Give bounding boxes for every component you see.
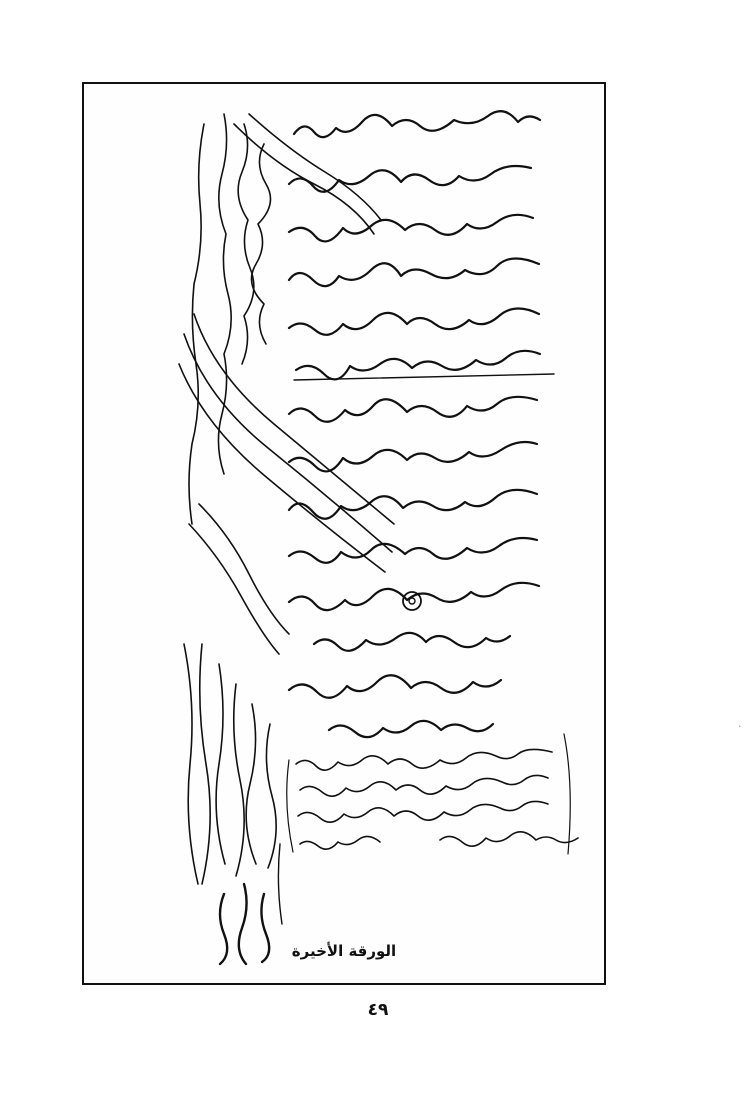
colophon-lines [287, 734, 578, 854]
manuscript-image [84, 84, 608, 987]
scan-speck: · [738, 720, 742, 733]
page-number: ٤٩ [367, 1000, 389, 1020]
main-text-lines [289, 111, 554, 737]
manuscript-caption: الورقة الأخيرة [291, 942, 397, 960]
manuscript-frame [82, 82, 606, 985]
text-end-marker [403, 592, 421, 610]
margin-notes [179, 114, 394, 964]
